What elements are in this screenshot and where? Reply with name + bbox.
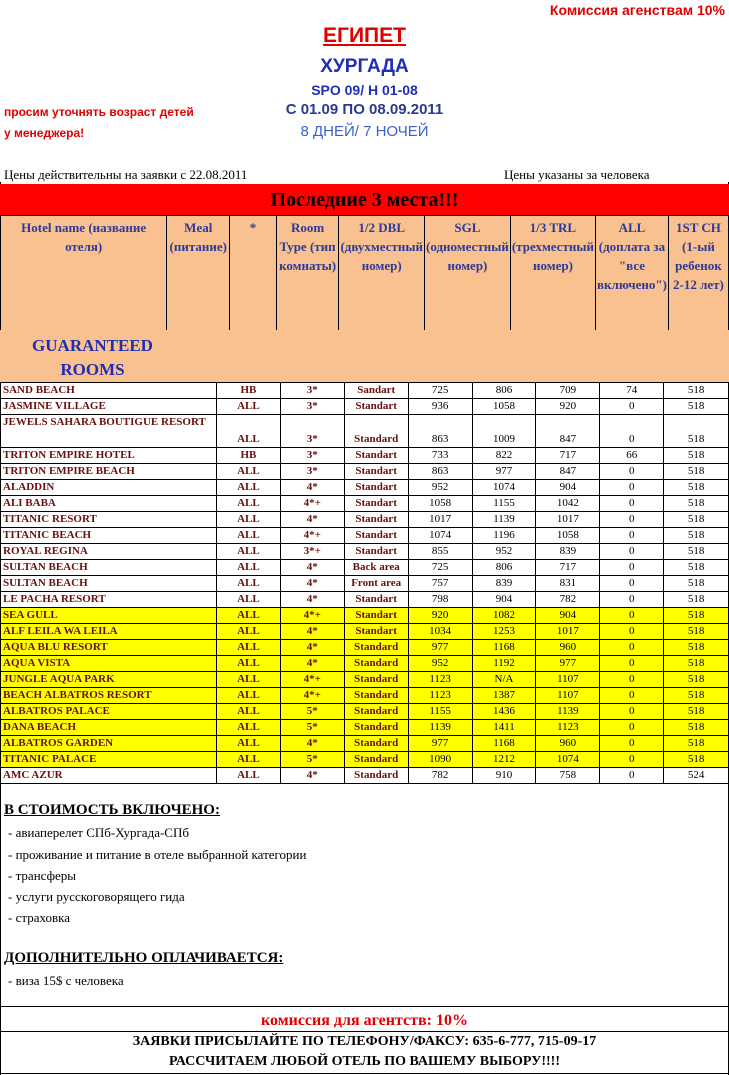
dbl-price-cell: 1034 [408,624,472,640]
meal-cell: ALL [216,752,280,768]
child-price-cell: 518 [664,399,729,415]
trl-price-cell: 904 [536,608,600,624]
child-price-cell: 518 [664,672,729,688]
stars-cell: 4* [280,640,344,656]
sgl-price-cell: 1196 [472,528,536,544]
child-price-cell: 518 [664,688,729,704]
included-title: В СТОИМОСТЬ ВКЛЮЧЕНО: [4,802,220,818]
child-price-cell: 518 [664,496,729,512]
table-row [1,720,729,736]
stars-cell: 4*+ [280,528,344,544]
sgl-price-cell: 904 [472,592,536,608]
col-meal: Meal (питание) [167,216,230,332]
dbl-price-cell: 725 [408,383,472,399]
meal-cell: ALL [216,704,280,720]
table-row [1,464,729,480]
extra-title: ДОПОЛНИТЕЛЬНО ОПЛАЧИВАЕТСЯ: [4,950,284,966]
col-first-child: 1ST CH (1-ый ребенок 2-12 лет) [668,216,728,332]
room-type-cell: Standart [344,544,408,560]
all-inclusive-cell: 0 [600,528,664,544]
room-type-cell: Standart [344,448,408,464]
trl-price-cell: 1058 [536,528,600,544]
sgl-price-cell: 1168 [472,640,536,656]
dbl-price-cell: 757 [408,576,472,592]
dbl-price-cell: 1155 [408,704,472,720]
stars-cell: 4* [280,624,344,640]
hotel-name-cell: JEWELS SAHARA BOUTIGUE RESORT [1,415,217,448]
child-price-cell: 518 [664,592,729,608]
all-inclusive-cell: 0 [600,480,664,496]
meal-cell: ALL [216,512,280,528]
table-row [1,399,729,415]
hotel-name-cell: DANA BEACH [1,720,217,736]
footer-contacts [0,1031,729,1072]
stars-cell: 5* [280,752,344,768]
all-inclusive-cell: 66 [600,448,664,464]
sgl-price-cell: 1139 [472,512,536,528]
stars-cell: 3* [280,399,344,415]
child-price-cell: 518 [664,512,729,528]
footer-requests: ЗАЯВКИ ПРИСЫЛАЙТЕ ПО ТЕЛЕФОНУ/ФАКСУ: 635-6-777, 715-09-17 [132,1034,597,1049]
meal-cell: ALL [216,528,280,544]
trl-price-cell: 782 [536,592,600,608]
meal-cell: HB [216,383,280,399]
col-stars: * [230,216,277,332]
guaranteed-rooms-band [0,330,729,383]
stars-cell: 3*+ [280,544,344,560]
room-type-cell: Standart [344,624,408,640]
all-inclusive-cell: 0 [600,464,664,480]
tour-duration: 8 ДНЕЙ/ 7 НОЧЕЙ [300,123,429,140]
table-row [1,592,729,608]
meal-cell: ALL [216,688,280,704]
all-inclusive-cell: 0 [600,512,664,528]
sgl-price-cell: 977 [472,464,536,480]
stars-cell: 4* [280,656,344,672]
all-inclusive-cell: 74 [600,383,664,399]
hotel-name-cell: SAND BEACH [1,383,217,399]
room-type-cell: Standart [344,528,408,544]
child-price-cell: 518 [664,752,729,768]
dbl-price-cell: 1139 [408,720,472,736]
extra-item: - виза 15$ с человека [8,973,124,988]
dbl-price-cell: 977 [408,736,472,752]
footer-any-hotel: РАССЧИТАЕМ ЛЮБОЙ ОТЕЛЬ ПО ВАШЕМУ ВЫБОРУ!!!! [168,1054,561,1069]
hotel-name-cell: SULTAN BEACH [1,560,217,576]
hotel-name-cell: ALADDIN [1,480,217,496]
stars-cell: 5* [280,704,344,720]
sgl-price-cell: 806 [472,383,536,399]
table-row [1,624,729,640]
hotel-name-cell: ALF LEILA WA LEILA [1,624,217,640]
trl-price-cell: 1107 [536,688,600,704]
dbl-price-cell: 936 [408,399,472,415]
country-title: ЕГИПЕТ [323,24,406,47]
hotel-name-cell: TRITON EMPIRE HOTEL [1,448,217,464]
hotel-name-cell: TITANIC PALACE [1,752,217,768]
child-price-cell: 518 [664,704,729,720]
dbl-price-cell: 920 [408,608,472,624]
all-inclusive-cell: 0 [600,544,664,560]
child-price-cell: 518 [664,480,729,496]
all-inclusive-cell: 0 [600,720,664,736]
room-type-cell: Standard [344,768,408,784]
child-price-cell: 518 [664,720,729,736]
meal-cell: HB [216,448,280,464]
stars-cell: 4* [280,576,344,592]
included-item: - авиаперелет СПб-Хургада-СПб [8,825,189,840]
stars-cell: 4* [280,560,344,576]
trl-price-cell: 960 [536,736,600,752]
hotel-name-cell: ALI BABA [1,496,217,512]
hotel-name-cell: AMC AZUR [1,768,217,784]
hotel-name-cell: BEACH ALBATROS RESORT [1,688,217,704]
trl-price-cell: 1017 [536,512,600,528]
table-row [1,768,729,784]
all-inclusive-cell: 0 [600,656,664,672]
hotel-table [0,382,729,784]
dbl-price-cell: 1123 [408,688,472,704]
room-type-cell: Standard [344,415,408,448]
sgl-price-cell: 952 [472,544,536,560]
meal-cell: ALL [216,415,280,448]
dbl-price-cell: 725 [408,560,472,576]
all-inclusive-cell: 0 [600,415,664,448]
table-row [1,415,729,448]
meal-cell: ALL [216,656,280,672]
valid-date-text: Цены действительны на заявки с 22.08.2011 [4,167,248,182]
sgl-price-cell: N/A [472,672,536,688]
all-inclusive-cell: 0 [600,768,664,784]
dbl-price-cell: 1074 [408,528,472,544]
sgl-price-cell: 1436 [472,704,536,720]
meal-cell: ALL [216,736,280,752]
meal-cell: ALL [216,496,280,512]
room-type-cell: Standart [344,464,408,480]
stars-cell: 4*+ [280,608,344,624]
child-price-cell: 518 [664,464,729,480]
room-type-cell: Standart [344,608,408,624]
included-item: - проживание и питание в отеле выбранной категории [8,847,307,862]
table-row [1,576,729,592]
hotel-name-cell: SEA GULL [1,608,217,624]
room-type-cell: Standard [344,720,408,736]
col-hotel-name: Hotel name (название отеля) [1,216,167,332]
meal-cell: ALL [216,640,280,656]
table-row [1,480,729,496]
dbl-price-cell: 1017 [408,512,472,528]
stars-cell: 3* [280,383,344,399]
sgl-price-cell: 1058 [472,399,536,415]
dbl-price-cell: 1058 [408,496,472,512]
tour-dates: С 01.09 ПО 08.09.2011 [285,101,444,118]
trl-price-cell: 717 [536,448,600,464]
dbl-price-cell: 1090 [408,752,472,768]
trl-price-cell: 977 [536,656,600,672]
children-note-2: у менеджера! [4,126,85,140]
all-inclusive-cell: 0 [600,592,664,608]
stars-cell: 4*+ [280,672,344,688]
trl-price-cell: 831 [536,576,600,592]
room-type-cell: Standard [344,640,408,656]
hotel-name-cell: TITANIC BEACH [1,528,217,544]
sgl-price-cell: 806 [472,560,536,576]
table-row [1,544,729,560]
table-row [1,640,729,656]
table-row [1,512,729,528]
stars-cell: 4* [280,512,344,528]
table-row [1,383,729,399]
all-inclusive-cell: 0 [600,736,664,752]
all-inclusive-cell: 0 [600,688,664,704]
hotel-name-cell: ALBATROS GARDEN [1,736,217,752]
table-row [1,656,729,672]
child-price-cell: 524 [664,768,729,784]
room-type-cell: Front area [344,576,408,592]
room-type-cell: Standard [344,672,408,688]
hotel-name-cell: TRITON EMPIRE BEACH [1,464,217,480]
col-trl: 1/3 TRL (трехместный номер) [510,216,595,332]
hotel-name-cell: ROYAL REGINA [1,544,217,560]
meal-cell: ALL [216,608,280,624]
child-price-cell: 518 [664,608,729,624]
room-type-cell: Standart [344,592,408,608]
room-type-cell: Standart [344,512,408,528]
bottom-border [0,1073,729,1074]
sgl-price-cell: 839 [472,576,536,592]
meal-cell: ALL [216,480,280,496]
room-type-cell: Standard [344,736,408,752]
all-inclusive-cell: 0 [600,560,664,576]
meal-cell: ALL [216,592,280,608]
all-inclusive-cell: 0 [600,608,664,624]
sgl-price-cell: 1074 [472,480,536,496]
room-type-cell: Back area [344,560,408,576]
table-row [1,672,729,688]
stars-cell: 3* [280,464,344,480]
column-header [0,215,729,332]
sgl-price-cell: 1155 [472,496,536,512]
trl-price-cell: 847 [536,464,600,480]
trl-price-cell: 1123 [536,720,600,736]
trl-price-cell: 839 [536,544,600,560]
hotel-name-cell: JASMINE VILLAGE [1,399,217,415]
stars-cell: 3* [280,448,344,464]
child-price-cell: 518 [664,656,729,672]
sgl-price-cell: 822 [472,448,536,464]
room-type-cell: Standard [344,656,408,672]
trl-price-cell: 1042 [536,496,600,512]
sgl-price-cell: 1253 [472,624,536,640]
stars-cell: 4* [280,768,344,784]
all-inclusive-cell: 0 [600,624,664,640]
dbl-price-cell: 1123 [408,672,472,688]
room-type-cell: Standard [344,688,408,704]
room-type-cell: Standard [344,704,408,720]
table-row [1,528,729,544]
all-inclusive-cell: 0 [600,399,664,415]
stars-cell: 4*+ [280,688,344,704]
sgl-price-cell: 1192 [472,656,536,672]
stars-cell: 4*+ [280,496,344,512]
stars-cell: 4* [280,480,344,496]
hotel-name-cell: AQUA BLU RESORT [1,640,217,656]
child-price-cell: 518 [664,528,729,544]
all-inclusive-cell: 0 [600,752,664,768]
all-inclusive-cell: 0 [600,496,664,512]
dbl-price-cell: 977 [408,640,472,656]
col-room-type: Room Type (тип комнаты) [276,216,339,332]
hotel-name-cell: TITANIC RESORT [1,512,217,528]
sgl-price-cell: 1387 [472,688,536,704]
last-places-banner: Последние 3 места!!! [0,184,729,216]
stars-cell: 4* [280,736,344,752]
room-type-cell: Standard [344,752,408,768]
table-row [1,688,729,704]
meal-cell: ALL [216,464,280,480]
trl-price-cell: 1017 [536,624,600,640]
table-row [1,448,729,464]
sgl-price-cell: 1212 [472,752,536,768]
included-item: - страховка [8,910,70,925]
meal-cell: ALL [216,768,280,784]
child-price-cell: 518 [664,415,729,448]
child-price-cell: 518 [664,736,729,752]
sgl-price-cell: 1009 [472,415,536,448]
dbl-price-cell: 952 [408,480,472,496]
all-inclusive-cell: 0 [600,576,664,592]
commission-top: Комиссия агенствам 10% [549,2,725,18]
dbl-price-cell: 863 [408,464,472,480]
included-item: - услуги русскоговорящего гида [8,889,185,904]
dbl-price-cell: 782 [408,768,472,784]
child-price-cell: 518 [664,576,729,592]
sgl-price-cell: 1411 [472,720,536,736]
meal-cell: ALL [216,399,280,415]
stars-cell: 3* [280,415,344,448]
col-sgl: SGL (одноместный номер) [425,216,511,332]
trl-price-cell: 1139 [536,704,600,720]
table-row [1,752,729,768]
trl-price-cell: 904 [536,480,600,496]
meal-cell: ALL [216,544,280,560]
trl-price-cell: 758 [536,768,600,784]
all-inclusive-cell: 0 [600,704,664,720]
children-note-1: просим уточнять возраст детей [4,105,194,119]
col-dbl: 1/2 DBL (двухместный номер) [339,216,425,332]
child-price-cell: 518 [664,640,729,656]
hotel-name-cell: SULTAN BEACH [1,576,217,592]
trl-price-cell: 1074 [536,752,600,768]
child-price-cell: 518 [664,624,729,640]
included-item: - трансферы [8,868,77,883]
room-type-cell: Standart [344,399,408,415]
sgl-price-cell: 1168 [472,736,536,752]
all-inclusive-cell: 0 [600,640,664,656]
trl-price-cell: 717 [536,560,600,576]
hotel-name-cell: LE PACHA RESORT [1,592,217,608]
dbl-price-cell: 798 [408,592,472,608]
dbl-price-cell: 863 [408,415,472,448]
dbl-price-cell: 733 [408,448,472,464]
room-type-cell: Standart [344,480,408,496]
spo-code: SPO 09/ H 01-08 [311,82,418,98]
city-title: ХУРГАДА [320,56,409,77]
trl-price-cell: 960 [536,640,600,656]
meal-cell: ALL [216,624,280,640]
child-price-cell: 518 [664,544,729,560]
col-all-inclusive: ALL (доплата за "все включено") [596,216,669,332]
table-row [1,736,729,752]
child-price-cell: 518 [664,383,729,399]
child-price-cell: 518 [664,560,729,576]
meal-cell: ALL [216,560,280,576]
meal-cell: ALL [216,672,280,688]
hotel-name-cell: JUNGLE AQUA PARK [1,672,217,688]
sgl-price-cell: 1082 [472,608,536,624]
sgl-price-cell: 910 [472,768,536,784]
trl-price-cell: 920 [536,399,600,415]
table-row [1,608,729,624]
table-row [1,704,729,720]
trl-price-cell: 1107 [536,672,600,688]
table-row [1,496,729,512]
trl-price-cell: 847 [536,415,600,448]
hotel-name-cell: AQUA VISTA [1,656,217,672]
trl-price-cell: 709 [536,383,600,399]
table-row [1,560,729,576]
meal-cell: ALL [216,720,280,736]
guaranteed-rooms-label: GUARANTEED ROOMS [32,336,153,379]
room-type-cell: Standart [344,496,408,512]
footer-commission: комиссия для агентств: 10% [0,1006,729,1032]
stars-cell: 4* [280,592,344,608]
meal-cell: ALL [216,576,280,592]
per-person-text: Цены указаны за человека [504,167,650,182]
hotel-name-cell: ALBATROS PALACE [1,704,217,720]
room-type-cell: Sandart [344,383,408,399]
dbl-price-cell: 855 [408,544,472,560]
dbl-price-cell: 952 [408,656,472,672]
all-inclusive-cell: 0 [600,672,664,688]
child-price-cell: 518 [664,448,729,464]
stars-cell: 5* [280,720,344,736]
